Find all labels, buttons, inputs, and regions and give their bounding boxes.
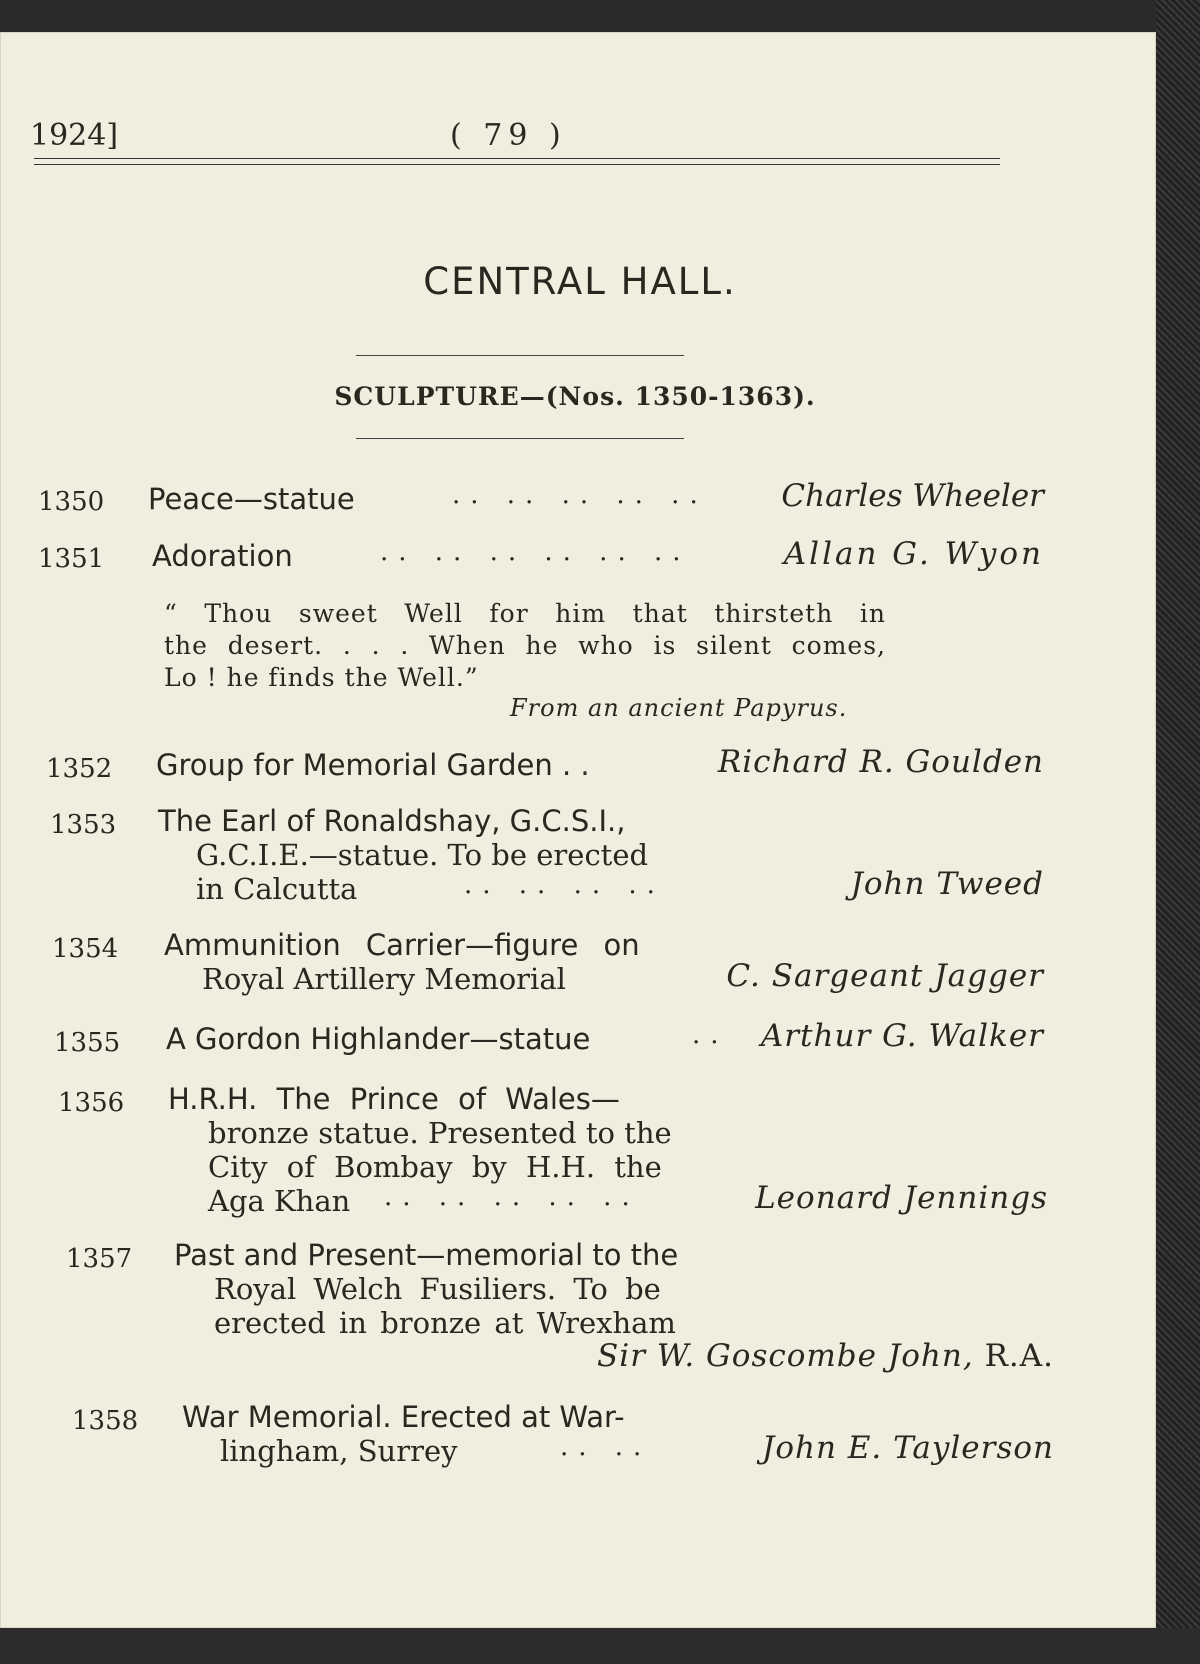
artist-name: Arthur G. Walker [760,1018,1044,1054]
artist-name: C. Sargeant Jagger [726,958,1044,994]
leader-dots: .. .. [560,1432,652,1462]
entry-title: Group for Memorial Garden . . [156,748,590,782]
entry-number: 1357 [66,1244,133,1274]
section-heading: SCULPTURE—(Nos. 1350-1363). [334,382,816,411]
entry-line: Royal Welch Fusiliers. To be [214,1272,661,1306]
entry-line: Royal Artillery Memorial [202,962,566,996]
leader-dots: .. .. .. .. .. .. [380,537,691,567]
header-rule-2 [34,164,1000,165]
entry-number: 1351 [38,544,105,574]
entry-line: in Calcutta [196,872,358,906]
artist-name: Charles Wheeler [781,478,1044,514]
epigraph-line: Lo ! he finds the Well.” [164,663,479,692]
epigraph-line: the desert. . . . When he who is silent comes, [164,631,886,660]
entry-number: 1358 [72,1406,139,1436]
leader-dots: .. .. .. .. [464,870,665,900]
entry-number: 1355 [54,1028,121,1058]
entry-number: 1353 [50,810,117,840]
artist-name: John E. Taylerson [761,1430,1054,1466]
entry-title: H.R.H. The Prince of Wales— [168,1082,620,1116]
artist-suffix: R.A. [984,1338,1054,1374]
leader-dots: .. [692,1020,729,1050]
epigraph [164,598,886,694]
document-page [0,32,1156,1628]
entry-title: The Earl of Ronaldshay, G.C.S.I., [158,804,626,838]
entry-title: Adoration [152,539,293,573]
section-rule [356,438,684,439]
header-rule-1 [34,158,1000,159]
entry-line: erected in bronze at Wrexham [214,1306,676,1340]
epigraph-line: “ Thou sweet Well for him that thirsteth in [164,599,886,628]
entry-title: A Gordon Highlander—statue [166,1022,591,1056]
entry-title: Ammunition Carrier—figure on [164,928,640,962]
entry-number: 1354 [52,934,119,964]
epigraph-source: From an ancient Papyrus. [510,694,848,722]
artist-name: John Tweed [850,866,1044,902]
header-year: 1924] [30,118,119,153]
entry-number: 1352 [46,754,113,784]
entry-title: Past and Present—memorial to the [174,1238,679,1272]
artist-name: Leonard Jennings [755,1180,1048,1216]
entry-title: Peace—statue [148,482,355,516]
entry-line: lingham, Surrey [220,1434,458,1468]
entry-line: bronze statue. Presented to the [208,1116,672,1150]
entry-number: 1356 [58,1088,125,1118]
bottom-edge [0,1628,1200,1664]
artist-name-text: Sir W. Goscombe John, [597,1338,974,1374]
entry-line: City of Bombay by H.H. the [208,1150,662,1184]
title-rule [356,355,684,356]
entry-line: Aga Khan [208,1184,351,1218]
artist-name [597,1338,1054,1374]
entry-line: G.C.I.E.—statue. To be erected [196,838,649,872]
entry-title: War Memorial. Erected at War- [182,1400,625,1434]
page-number: ( 79 ) [450,118,567,153]
artist-name: Allan G. Wyon [783,536,1044,572]
page-edge [1156,0,1200,1664]
leader-dots: .. .. .. .. .. [452,480,708,510]
entry-number: 1350 [38,487,105,517]
page-title: CENTRAL HALL. [423,260,737,303]
leader-dots: .. .. .. .. .. [384,1182,640,1212]
artist-name: Richard R. Goulden [717,744,1044,780]
